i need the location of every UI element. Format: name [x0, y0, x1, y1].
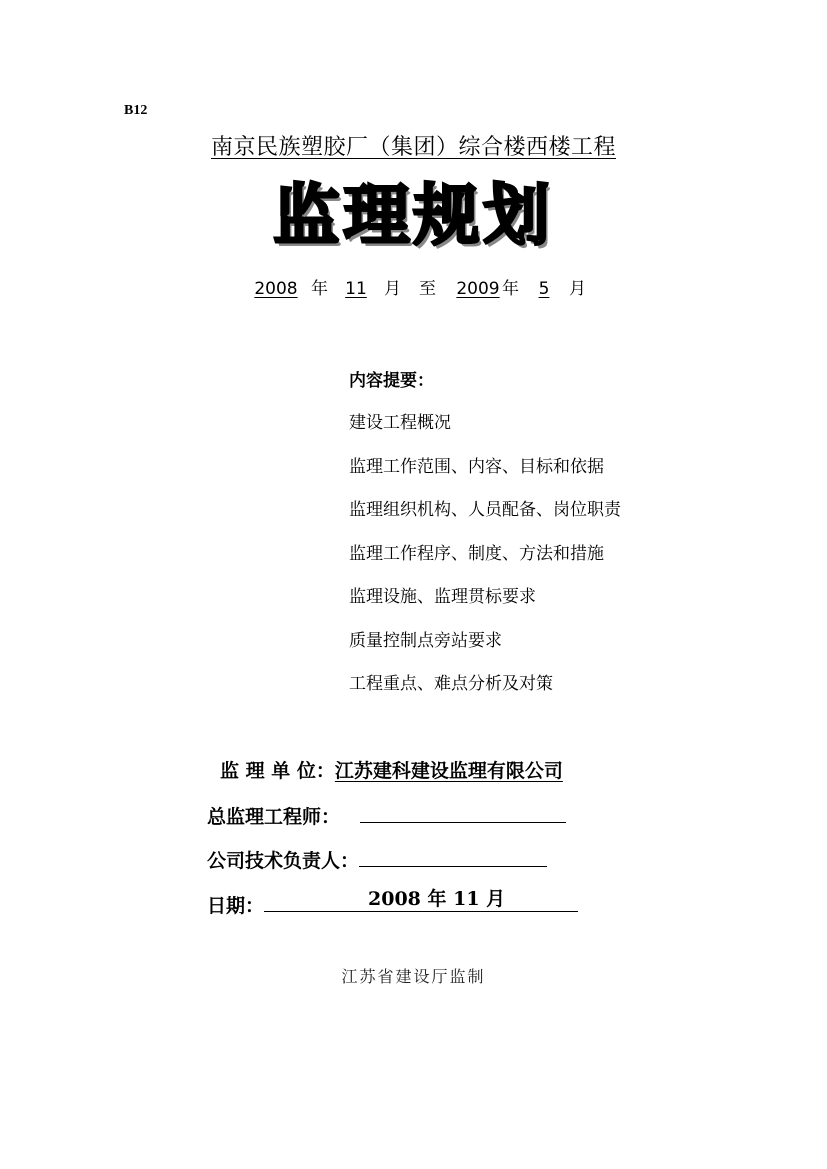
supervision-unit-row: [220, 758, 563, 784]
date-label: 日期：: [207, 895, 265, 917]
supervision-unit-label: 监 理 单 位：: [220, 760, 335, 782]
period-to: 至: [419, 279, 436, 299]
contents-item: 建设工程概况: [349, 413, 451, 433]
contents-item: 工程重点、难点分析及对策: [349, 674, 553, 694]
contents-summary: [349, 370, 621, 717]
chief-engineer-label: 总监理工程师：: [207, 806, 341, 828]
tech-lead-signature-line: [359, 846, 547, 867]
period-line: [0, 274, 827, 299]
date-row: [207, 889, 578, 919]
contents-item: 质量控制点旁站要求: [349, 630, 502, 651]
chief-engineer-row: [207, 802, 566, 830]
date-field: [264, 889, 578, 912]
chief-engineer-signature-line: [360, 802, 566, 823]
tech-lead-label: 公司技术负责人：: [207, 850, 360, 872]
month-char-2: 月: [569, 279, 586, 299]
contents-item: 监理工作范围、内容、目标和依据: [349, 456, 604, 477]
main-title: 监理规划: [273, 177, 554, 254]
project-title: [0, 130, 827, 161]
document-code: B12: [124, 103, 148, 118]
contents-item: 监理工作程序、制度、方法和措施: [349, 543, 604, 564]
month-char-1: 月: [384, 279, 401, 299]
contents-heading: 内容提要：: [349, 371, 434, 391]
start-year: 2008: [254, 279, 298, 299]
end-year: 2009: [456, 279, 500, 299]
year-char-1: 年: [311, 279, 328, 299]
supervision-unit-value: 江苏建科建设监理有限公司: [334, 760, 563, 782]
date-value: 2008 年 11 月: [368, 888, 506, 910]
tech-lead-row: [207, 846, 547, 874]
start-month: 11: [345, 279, 367, 299]
contents-item: 监理组织机构、人员配备、岗位职责: [349, 500, 621, 520]
year-char-2: 年: [502, 279, 519, 299]
project-title-text: 南京民族塑胶厂（集团）综合楼西楼工程: [210, 135, 616, 160]
issuer-footer: 江苏省建设厅监制: [341, 967, 486, 986]
end-month: 5: [538, 279, 550, 299]
contents-item: 监理设施、监理贯标要求: [349, 587, 536, 607]
